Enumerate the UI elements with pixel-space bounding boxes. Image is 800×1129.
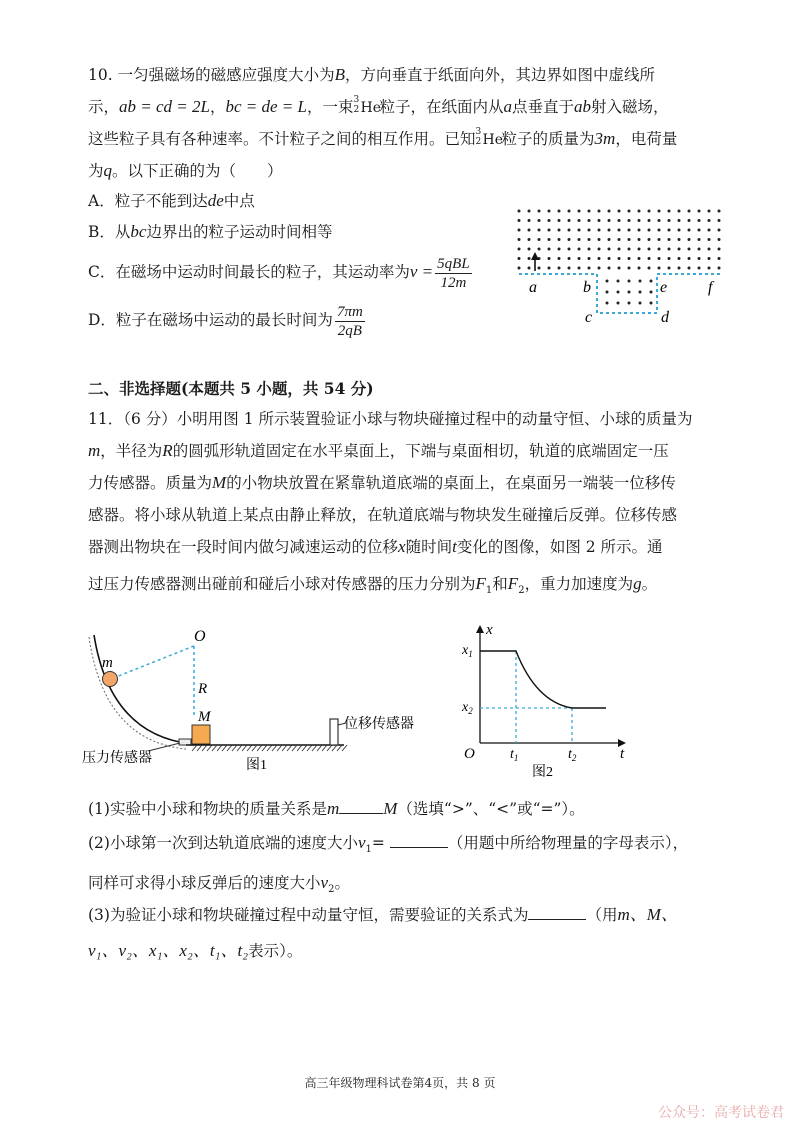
field-dot [658, 210, 661, 213]
field-dot [658, 257, 661, 260]
field-dot [528, 248, 531, 251]
hatch-line [217, 745, 222, 751]
field-dot [528, 219, 531, 222]
field-dot [668, 210, 671, 213]
field-dot [718, 210, 721, 213]
field-boundary [519, 274, 721, 313]
field-dot [617, 280, 620, 283]
arc-track [94, 635, 192, 744]
magnetic-field-figure [515, 205, 725, 325]
figure-1-caption: 图1 [246, 758, 267, 773]
field-dot [608, 248, 611, 251]
field-dot [558, 238, 561, 241]
field-dot [608, 229, 611, 232]
field-dot [558, 210, 561, 213]
field-dot [648, 229, 651, 232]
entry-arrow-head [531, 252, 539, 260]
q11-part2-cont: 同样可求得小球反弹后的速度大小$v_2$。 [88, 873, 350, 896]
field-dot [708, 210, 711, 213]
field-dot [558, 267, 561, 270]
displacement-sensor-label: 位移传感器 [344, 717, 414, 732]
field-dot [538, 238, 541, 241]
field-dot [678, 229, 681, 232]
field-dot [639, 280, 642, 283]
figure-2-graph [460, 620, 630, 780]
field-dot [648, 238, 651, 241]
field-dot [650, 280, 653, 283]
field-dot [708, 229, 711, 232]
pressure-sensor [179, 739, 191, 745]
field-dot [639, 291, 642, 294]
field-dot [658, 267, 661, 270]
field-dot [608, 267, 611, 270]
answer-blank-3[interactable] [528, 905, 586, 920]
field-dot [678, 267, 681, 270]
field-dot [538, 210, 541, 213]
field-dot [648, 219, 651, 222]
hatch-line [202, 745, 207, 751]
field-dot [518, 219, 521, 222]
q10-option-c: C．在磁场中运动时间最长的粒子，其运动率为v = $\frac{\text{5qBL}}{12m}$ [88, 255, 470, 291]
field-dot [608, 238, 611, 241]
field-dot [718, 229, 721, 232]
hatch-line [297, 745, 302, 751]
field-dot [548, 248, 551, 251]
field-dot [718, 257, 721, 260]
field-dot [618, 238, 621, 241]
q11-part3-cont: v₁、v₂、x₁、x₂、t₁、t₂表示）。 [88, 941, 303, 960]
field-dot [588, 257, 591, 260]
field-dot [548, 229, 551, 232]
hatch-line [337, 745, 342, 751]
hatch-line [262, 745, 267, 751]
field-dot [618, 219, 621, 222]
hatch-line [252, 745, 257, 751]
section-heading: 二、非选择题(本题共 5 小题，共 54 分) [88, 379, 374, 398]
tick-x2: $x_2$ [462, 700, 473, 716]
hatch-line [257, 745, 262, 751]
field-dot [648, 257, 651, 260]
field-dot [628, 267, 631, 270]
field-dot [558, 219, 561, 222]
y-axis-arrow [476, 625, 484, 633]
arc-track-shade [89, 637, 186, 749]
field-dot [628, 210, 631, 213]
field-dot [698, 257, 701, 260]
hatch-line [327, 745, 332, 751]
q10-option-b: B．从bc边界出的粒子运动时间相等 [88, 222, 333, 241]
field-dot [628, 238, 631, 241]
xt-curve [480, 651, 606, 708]
field-dot [628, 229, 631, 232]
field-dot [518, 229, 521, 232]
field-dot [698, 229, 701, 232]
field-dot [558, 257, 561, 260]
hatch-line [237, 745, 242, 751]
field-dot [628, 219, 631, 222]
field-dot [598, 238, 601, 241]
field-dot [518, 210, 521, 213]
field-dot [638, 229, 641, 232]
field-dot [658, 229, 661, 232]
pressure-leader [148, 743, 180, 751]
tick-t1: $t_1$ [510, 747, 519, 763]
nuclide-he3: 3 2 He [353, 95, 381, 116]
q11-line3: 力传感器。质量为M的小物块放置在紧靠轨道底端的桌面上，在桌面另一端装一位移传 [88, 473, 676, 492]
field-dot [578, 210, 581, 213]
hatch-line [277, 745, 282, 751]
hatch-line [267, 745, 272, 751]
field-dot [588, 248, 591, 251]
field-dot [598, 248, 601, 251]
tick-t2: $t_2$ [568, 747, 577, 763]
figure-1-apparatus [82, 625, 442, 775]
field-dot [658, 238, 661, 241]
q10-line2: 示，ab = cd = 2L，bc = de = L，一束 3 2 He粒子，在纸面内从a点垂直于ab射入磁场， [88, 96, 669, 119]
speed-fraction: $\frac{\text{5qBL}}{12m}$ [437, 255, 470, 291]
q11-line1: 11．（6 分）小明用图 1 所示装置验证小球与物块碰撞过程中的动量守恒、小球的质量为 [88, 410, 693, 428]
pressure-sensor-label: 压力传感器 [82, 751, 152, 766]
q11-line6: 过压力传感器测出碰前和碰后小球对传感器的压力分别为$F_1$和$F_2$，重力加速度为g。 [88, 574, 658, 597]
field-dot [648, 267, 651, 270]
hatch-line [322, 745, 327, 751]
field-dot [568, 248, 571, 251]
hatch-line [232, 745, 237, 751]
hatch-line [332, 745, 337, 751]
field-dot [618, 257, 621, 260]
hatch-line [207, 745, 212, 751]
hatch-line [272, 745, 277, 751]
field-dot [538, 229, 541, 232]
field-dot [698, 210, 701, 213]
field-dot [518, 257, 521, 260]
field-dot [678, 238, 681, 241]
field-dot [708, 238, 711, 241]
field-dot [548, 238, 551, 241]
label-a: a [529, 279, 537, 296]
hatch-line [227, 745, 232, 751]
field-dot [688, 267, 691, 270]
field-dot [528, 210, 531, 213]
table-hatching [192, 745, 347, 751]
field-dot [688, 229, 691, 232]
time-fraction: $\frac{7\pi m}{2qB}$ [336, 303, 363, 339]
field-dot [638, 238, 641, 241]
field-dot [608, 210, 611, 213]
field-dot [518, 238, 521, 241]
hatch-line [342, 745, 347, 751]
field-dot [578, 267, 581, 270]
label-d: d [661, 309, 669, 325]
field-dot [568, 229, 571, 232]
field-dot [606, 291, 609, 294]
field-dot [588, 219, 591, 222]
field-dots [518, 210, 721, 305]
field-dot [608, 219, 611, 222]
label-m: m [102, 655, 113, 671]
hatch-line [197, 745, 202, 751]
label-R: R [198, 681, 208, 697]
field-dot [548, 210, 551, 213]
q10-line3: 这些粒子具有各种速率。不计粒子之间的相互作用。已知 3 2 He粒子的质量为3m，电荷量 [88, 128, 677, 151]
field-dot [578, 219, 581, 222]
field-dot [578, 248, 581, 251]
block-M [192, 725, 210, 744]
field-dot [628, 291, 631, 294]
hatch-line [242, 745, 247, 751]
field-dot [618, 267, 621, 270]
field-dot [698, 219, 701, 222]
field-dot [638, 267, 641, 270]
field-dot [558, 229, 561, 232]
field-dot [528, 267, 531, 270]
field-dot [568, 267, 571, 270]
field-dot [678, 219, 681, 222]
q11-line5: 器测出物块在一段时间内做匀减速运动的位移x随时间t变化的图像，如图 2 所示。通 [88, 537, 663, 556]
field-dot [650, 302, 653, 305]
field-dot [638, 248, 641, 251]
field-dot [618, 210, 621, 213]
tick-x1: $x_1$ [462, 643, 473, 659]
field-dot [598, 257, 601, 260]
field-dot [568, 219, 571, 222]
field-dot [718, 219, 721, 222]
q11-part2: (2)小球第一次到达轨道底端的速度大小$v_1=$ （用题中所给物理量的字母表示）， [88, 833, 689, 856]
field-dot [668, 248, 671, 251]
q10-number: 10. [88, 66, 113, 84]
field-dot [548, 219, 551, 222]
hatch-line [312, 745, 317, 751]
field-dot [598, 210, 601, 213]
field-dot [678, 210, 681, 213]
field-dot [538, 248, 541, 251]
field-dot [588, 210, 591, 213]
field-dot [578, 257, 581, 260]
field-dot [598, 267, 601, 270]
field-dot [718, 267, 721, 270]
q10-line1: 10. 一匀强磁场的磁感应强度大小为B，方向垂直于纸面向外，其边界如图中虚线所 [88, 65, 656, 84]
field-dot [708, 219, 711, 222]
field-dot [638, 219, 641, 222]
field-dot [608, 257, 611, 260]
field-dot [628, 302, 631, 305]
field-dot [698, 248, 701, 251]
field-dot [658, 219, 661, 222]
field-dot [528, 229, 531, 232]
q11-part3: (3)为验证小球和物块碰撞过程中动量守恒，需要验证的关系式为 （用m、M、 [88, 905, 678, 924]
field-dot [718, 248, 721, 251]
field-dot [568, 238, 571, 241]
field-dot [668, 229, 671, 232]
field-dot [606, 302, 609, 305]
label-b: b [583, 279, 591, 296]
hatch-line [247, 745, 252, 751]
field-dot [578, 238, 581, 241]
field-dot [698, 267, 701, 270]
field-dot [648, 248, 651, 251]
x-axis-label: t [620, 746, 625, 762]
field-dot [639, 302, 642, 305]
field-dot [518, 248, 521, 251]
field-dot [628, 248, 631, 251]
figure-2-caption: 图2 [532, 765, 553, 780]
field-dot [588, 229, 591, 232]
field-dot [518, 267, 521, 270]
ball [103, 672, 118, 687]
origin-label: O [464, 746, 475, 762]
displacement-sensor [330, 719, 338, 745]
answer-blank-1[interactable] [339, 799, 383, 814]
answer-blank-2[interactable] [390, 833, 448, 848]
field-dot [538, 219, 541, 222]
field-dot [638, 257, 641, 260]
field-dot [568, 210, 571, 213]
field-dot [638, 210, 641, 213]
field-dot [688, 248, 691, 251]
field-dot [668, 257, 671, 260]
field-dot [650, 291, 653, 294]
field-dot [606, 280, 609, 283]
hatch-line [212, 745, 217, 751]
field-dot [668, 219, 671, 222]
label-O: O [194, 628, 206, 645]
hatch-line [192, 745, 197, 751]
q11-part1: (1)实验中小球和物块的质量关系是m M（选填“>”、“<”或“=”）。 [88, 799, 585, 818]
field-dot [568, 257, 571, 260]
field-dot [528, 257, 531, 260]
hatch-line [222, 745, 227, 751]
field-dot [708, 257, 711, 260]
field-dot [598, 219, 601, 222]
field-dot [688, 210, 691, 213]
hatch-line [292, 745, 297, 751]
field-dot [588, 267, 591, 270]
field-dot [618, 229, 621, 232]
label-c: c [585, 309, 593, 325]
field-dot [628, 280, 631, 283]
q11-line2: m，半径为R的圆弧形轨道固定在水平桌面上，下端与桌面相切，轨道的底端固定一压 [88, 441, 669, 460]
field-dot [598, 229, 601, 232]
field-dot [668, 267, 671, 270]
field-dot [668, 238, 671, 241]
field-dot [688, 257, 691, 260]
hatch-line [282, 745, 287, 751]
q10-line4: 为q。以下正确的为（ ） [88, 161, 283, 180]
field-dot [528, 238, 531, 241]
field-dot [678, 248, 681, 251]
label-e: e [660, 279, 668, 296]
q11-line4: 感器。将小球从轨道上某点由静止释放，在轨道底端与物块发生碰撞后反弹。位移传感 [88, 506, 678, 524]
field-dot [718, 238, 721, 241]
field-dot [617, 302, 620, 305]
field-dot [617, 291, 620, 294]
q10-option-a: A．粒子不能到达de中点 [88, 191, 255, 210]
hatch-line [307, 745, 312, 751]
field-dot [618, 248, 621, 251]
label-M: M [198, 709, 211, 725]
nuclide-he3-b: 3 2 He [475, 127, 504, 148]
field-dot [548, 267, 551, 270]
page-footer: 高三年级物理科试卷第4页，共 8 页 [304, 1076, 496, 1090]
field-dot [658, 248, 661, 251]
field-dot [578, 229, 581, 232]
field-dot [538, 267, 541, 270]
field-dot [648, 210, 651, 213]
field-dot [678, 257, 681, 260]
field-dot [698, 238, 701, 241]
field-dot [548, 257, 551, 260]
hatch-line [287, 745, 292, 751]
radius-line-om [116, 646, 194, 677]
field-dot [708, 267, 711, 270]
field-dot [688, 238, 691, 241]
field-dot [588, 238, 591, 241]
hatch-line [302, 745, 307, 751]
watermark: 公众号：高考试卷君 [658, 1105, 784, 1121]
field-dot [558, 248, 561, 251]
field-dot [688, 219, 691, 222]
y-axis-label: x [486, 622, 493, 638]
hatch-line [317, 745, 322, 751]
label-f: f [708, 279, 713, 296]
field-dot [628, 257, 631, 260]
field-dot [708, 248, 711, 251]
q10-option-d: D．粒子在磁场中运动的最长时间为 $\frac{7\pi m}{2qB}$ [88, 303, 363, 339]
